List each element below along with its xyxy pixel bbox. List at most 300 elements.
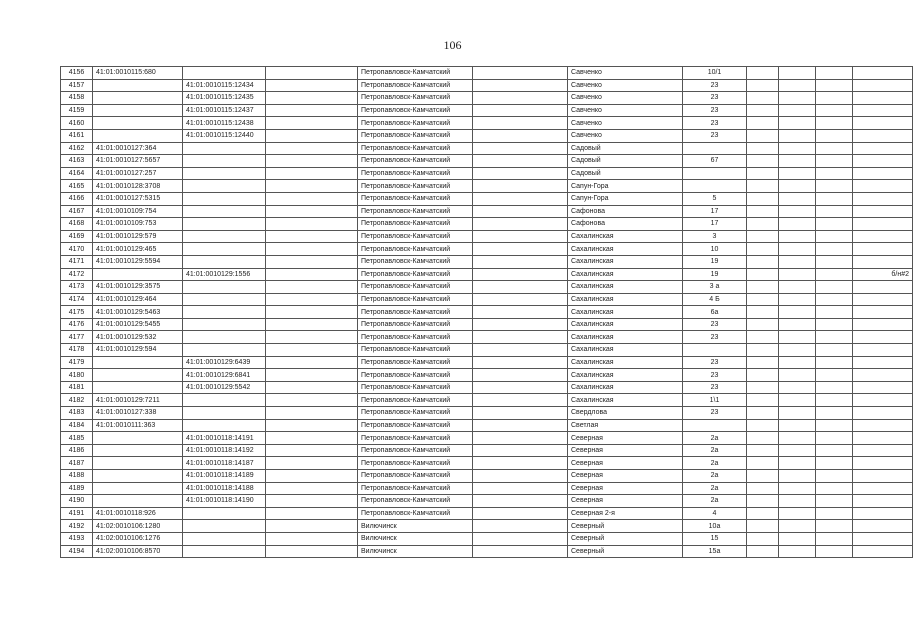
cadastral-number-alt-cell: 41:01:0010129:1556 [183, 268, 266, 281]
row-number-cell: 4193 [61, 532, 93, 545]
table-row [61, 356, 913, 369]
cadastral-number-cell [93, 104, 183, 117]
empty-cell [816, 205, 853, 218]
empty-cell [266, 344, 358, 357]
city-cell: Петропавловск-Камчатский [358, 281, 473, 294]
cadastral-number-alt-cell: 41:01:0010118:14188 [183, 482, 266, 495]
cadastral-number-cell [93, 369, 183, 382]
street-cell: Светлая [568, 419, 683, 432]
city-cell: Петропавловск-Камчатский [358, 381, 473, 394]
empty-cell [473, 230, 568, 243]
table-row [61, 470, 913, 483]
empty-cell [816, 243, 853, 256]
empty-cell [747, 306, 779, 319]
house-number-cell: 2а [683, 482, 747, 495]
table-row [61, 344, 913, 357]
cadastral-number-cell: 41:02:0010106:1276 [93, 532, 183, 545]
row-number-cell: 4176 [61, 318, 93, 331]
city-cell: Вилючинск [358, 545, 473, 558]
street-cell: Садовый [568, 167, 683, 180]
empty-cell [779, 331, 816, 344]
note-cell [853, 129, 913, 142]
empty-cell [747, 205, 779, 218]
cadastral-number-cell: 41:02:0010106:1280 [93, 520, 183, 533]
empty-cell [473, 243, 568, 256]
empty-cell [266, 205, 358, 218]
empty-cell [266, 381, 358, 394]
table-row [61, 255, 913, 268]
cadastral-number-cell [93, 495, 183, 508]
empty-cell [779, 104, 816, 117]
empty-cell [266, 318, 358, 331]
empty-cell [473, 281, 568, 294]
house-number-cell [683, 142, 747, 155]
row-number-cell: 4165 [61, 180, 93, 193]
note-cell [853, 205, 913, 218]
house-number-cell: 23 [683, 331, 747, 344]
city-cell: Петропавловск-Камчатский [358, 306, 473, 319]
cadastral-number-alt-cell [183, 155, 266, 168]
row-number-cell: 4166 [61, 192, 93, 205]
cadastral-number-alt-cell: 41:01:0010115:12437 [183, 104, 266, 117]
city-cell: Петропавловск-Камчатский [358, 457, 473, 470]
row-number-cell: 4178 [61, 344, 93, 357]
empty-cell [779, 495, 816, 508]
house-number-cell: 19 [683, 268, 747, 281]
cadastral-number-cell: 41:01:0010129:5594 [93, 255, 183, 268]
house-number-cell: 23 [683, 318, 747, 331]
city-cell: Петропавловск-Камчатский [358, 495, 473, 508]
row-number-cell: 4191 [61, 507, 93, 520]
row-number-cell: 4183 [61, 407, 93, 420]
empty-cell [779, 129, 816, 142]
empty-cell [816, 356, 853, 369]
row-number-cell: 4174 [61, 293, 93, 306]
empty-cell [747, 331, 779, 344]
empty-cell [473, 67, 568, 80]
empty-cell [816, 192, 853, 205]
empty-cell [779, 268, 816, 281]
empty-cell [473, 293, 568, 306]
empty-cell [747, 545, 779, 558]
empty-cell [747, 218, 779, 231]
empty-cell [816, 92, 853, 105]
table-row [61, 507, 913, 520]
table-row [61, 79, 913, 92]
empty-cell [266, 306, 358, 319]
empty-cell [266, 470, 358, 483]
cadastral-number-alt-cell [183, 532, 266, 545]
row-number-cell: 4157 [61, 79, 93, 92]
table-row [61, 419, 913, 432]
table-row [61, 457, 913, 470]
row-number-cell: 4192 [61, 520, 93, 533]
cadastral-number-cell [93, 381, 183, 394]
empty-cell [266, 92, 358, 105]
note-cell [853, 67, 913, 80]
street-cell: Северная 2-я [568, 507, 683, 520]
empty-cell [816, 230, 853, 243]
row-number-cell: 4158 [61, 92, 93, 105]
street-cell: Сахалинская [568, 268, 683, 281]
empty-cell [473, 167, 568, 180]
empty-cell [816, 306, 853, 319]
note-cell [853, 532, 913, 545]
empty-cell [816, 281, 853, 294]
empty-cell [816, 520, 853, 533]
cadastral-number-alt-cell [183, 331, 266, 344]
cadastral-number-alt-cell [183, 507, 266, 520]
empty-cell [779, 205, 816, 218]
table-row [61, 92, 913, 105]
empty-cell [779, 381, 816, 394]
empty-cell [816, 419, 853, 432]
cadastral-number-cell: 41:01:0010128:3708 [93, 180, 183, 193]
cadastral-number-cell [93, 470, 183, 483]
street-cell: Сахалинская [568, 230, 683, 243]
row-number-cell: 4171 [61, 255, 93, 268]
table-row [61, 331, 913, 344]
empty-cell [747, 482, 779, 495]
house-number-cell: 15а [683, 545, 747, 558]
cadastral-number-cell: 41:01:0010129:594 [93, 344, 183, 357]
city-cell: Петропавловск-Камчатский [358, 369, 473, 382]
empty-cell [779, 432, 816, 445]
empty-cell [473, 92, 568, 105]
empty-cell [473, 218, 568, 231]
note-cell [853, 180, 913, 193]
city-cell: Петропавловск-Камчатский [358, 444, 473, 457]
table-row [61, 381, 913, 394]
cadastral-number-cell [93, 482, 183, 495]
empty-cell [473, 104, 568, 117]
empty-cell [747, 192, 779, 205]
street-cell: Свердлова [568, 407, 683, 420]
cadastral-number-alt-cell: 41:01:0010118:14192 [183, 444, 266, 457]
house-number-cell: 2а [683, 457, 747, 470]
empty-cell [747, 243, 779, 256]
note-cell [853, 419, 913, 432]
empty-cell [473, 507, 568, 520]
house-number-cell: 17 [683, 218, 747, 231]
empty-cell [266, 129, 358, 142]
table-row [61, 495, 913, 508]
city-cell: Петропавловск-Камчатский [358, 344, 473, 357]
table-row [61, 205, 913, 218]
cadastral-number-cell: 41:01:0010109:754 [93, 205, 183, 218]
empty-cell [473, 394, 568, 407]
empty-cell [779, 507, 816, 520]
street-cell: Сапун-Гора [568, 192, 683, 205]
table-row [61, 129, 913, 142]
empty-cell [816, 129, 853, 142]
empty-cell [747, 155, 779, 168]
city-cell: Петропавловск-Камчатский [358, 129, 473, 142]
street-cell: Сахалинская [568, 344, 683, 357]
note-cell [853, 318, 913, 331]
cadastral-number-alt-cell [183, 545, 266, 558]
empty-cell [779, 218, 816, 231]
empty-cell [816, 180, 853, 193]
empty-cell [779, 457, 816, 470]
house-number-cell: 3 а [683, 281, 747, 294]
house-number-cell: 10/1 [683, 67, 747, 80]
cadastral-number-cell: 41:01:0010127:364 [93, 142, 183, 155]
empty-cell [779, 180, 816, 193]
cadastral-number-cell: 41:01:0010129:465 [93, 243, 183, 256]
street-cell: Садовый [568, 155, 683, 168]
city-cell: Петропавловск-Камчатский [358, 155, 473, 168]
row-number-cell: 4163 [61, 155, 93, 168]
table-row [61, 532, 913, 545]
empty-cell [266, 142, 358, 155]
cadastral-number-alt-cell [183, 243, 266, 256]
table-row [61, 155, 913, 168]
cadastral-number-cell [93, 79, 183, 92]
empty-cell [266, 230, 358, 243]
empty-cell [816, 495, 853, 508]
street-cell: Сапун-Гора [568, 180, 683, 193]
row-number-cell: 4187 [61, 457, 93, 470]
city-cell: Петропавловск-Камчатский [358, 482, 473, 495]
city-cell: Петропавловск-Камчатский [358, 117, 473, 130]
registry-table [60, 66, 913, 558]
cadastral-number-alt-cell: 41:01:0010118:14191 [183, 432, 266, 445]
empty-cell [473, 407, 568, 420]
empty-cell [747, 520, 779, 533]
row-number-cell: 4189 [61, 482, 93, 495]
street-cell: Сахалинская [568, 255, 683, 268]
house-number-cell: 17 [683, 205, 747, 218]
empty-cell [779, 419, 816, 432]
row-number-cell: 4180 [61, 369, 93, 382]
table-row [61, 142, 913, 155]
note-cell [853, 482, 913, 495]
street-cell: Савченко [568, 117, 683, 130]
empty-cell [816, 545, 853, 558]
cadastral-number-alt-cell [183, 344, 266, 357]
house-number-cell: 23 [683, 79, 747, 92]
cadastral-number-cell: 41:01:0010127:257 [93, 167, 183, 180]
cadastral-number-alt-cell [183, 520, 266, 533]
table-row [61, 192, 913, 205]
empty-cell [779, 117, 816, 130]
cadastral-number-alt-cell [183, 255, 266, 268]
empty-cell [816, 218, 853, 231]
street-cell: Сахалинская [568, 394, 683, 407]
empty-cell [779, 155, 816, 168]
empty-cell [747, 167, 779, 180]
empty-cell [747, 444, 779, 457]
empty-cell [779, 344, 816, 357]
empty-cell [779, 306, 816, 319]
cadastral-number-alt-cell [183, 293, 266, 306]
empty-cell [816, 381, 853, 394]
empty-cell [473, 444, 568, 457]
house-number-cell: 23 [683, 381, 747, 394]
empty-cell [816, 142, 853, 155]
empty-cell [473, 482, 568, 495]
empty-cell [779, 356, 816, 369]
house-number-cell: 4 Б [683, 293, 747, 306]
house-number-cell: 2а [683, 495, 747, 508]
empty-cell [816, 167, 853, 180]
table-row [61, 407, 913, 420]
city-cell: Петропавловск-Камчатский [358, 230, 473, 243]
empty-cell [473, 495, 568, 508]
table-row [61, 167, 913, 180]
cadastral-number-cell [93, 356, 183, 369]
empty-cell [816, 318, 853, 331]
cadastral-number-alt-cell: 41:01:0010115:12434 [183, 79, 266, 92]
cadastral-number-cell: 41:01:0010109:753 [93, 218, 183, 231]
empty-cell [473, 117, 568, 130]
empty-cell [779, 230, 816, 243]
note-cell [853, 407, 913, 420]
empty-cell [779, 532, 816, 545]
street-cell: Северная [568, 444, 683, 457]
empty-cell [473, 419, 568, 432]
street-cell: Сафонова [568, 205, 683, 218]
empty-cell [816, 255, 853, 268]
empty-cell [779, 255, 816, 268]
street-cell: Савченко [568, 79, 683, 92]
cadastral-number-alt-cell: 41:01:0010115:12440 [183, 129, 266, 142]
row-number-cell: 4169 [61, 230, 93, 243]
empty-cell [747, 281, 779, 294]
table-row [61, 369, 913, 382]
empty-cell [473, 457, 568, 470]
city-cell: Петропавловск-Камчатский [358, 268, 473, 281]
cadastral-number-alt-cell: 41:01:0010118:14190 [183, 495, 266, 508]
street-cell: Савченко [568, 92, 683, 105]
street-cell: Северная [568, 495, 683, 508]
city-cell: Петропавловск-Камчатский [358, 394, 473, 407]
empty-cell [747, 507, 779, 520]
empty-cell [266, 243, 358, 256]
street-cell: Северный [568, 532, 683, 545]
cadastral-number-alt-cell [183, 394, 266, 407]
house-number-cell: 5 [683, 192, 747, 205]
empty-cell [816, 394, 853, 407]
page-number: 106 [443, 38, 462, 52]
table-row [61, 432, 913, 445]
note-cell [853, 344, 913, 357]
table-row [61, 67, 913, 80]
cadastral-number-alt-cell: 41:01:0010115:12438 [183, 117, 266, 130]
empty-cell [266, 419, 358, 432]
empty-cell [816, 432, 853, 445]
street-cell: Северный [568, 520, 683, 533]
empty-cell [473, 205, 568, 218]
street-cell: Савченко [568, 104, 683, 117]
cadastral-number-cell: 41:01:0010127:5315 [93, 192, 183, 205]
street-cell: Сахалинская [568, 293, 683, 306]
empty-cell [266, 444, 358, 457]
street-cell: Северная [568, 457, 683, 470]
house-number-cell: 2а [683, 444, 747, 457]
empty-cell [473, 180, 568, 193]
cadastral-number-alt-cell [183, 407, 266, 420]
empty-cell [816, 369, 853, 382]
empty-cell [779, 369, 816, 382]
note-cell [853, 255, 913, 268]
note-cell [853, 243, 913, 256]
empty-cell [816, 444, 853, 457]
row-number-cell: 4167 [61, 205, 93, 218]
cadastral-number-cell: 41:01:0010129:532 [93, 331, 183, 344]
street-cell: Сахалинская [568, 243, 683, 256]
note-cell [853, 495, 913, 508]
table-row [61, 281, 913, 294]
row-number-cell: 4168 [61, 218, 93, 231]
table-body [61, 67, 913, 558]
empty-cell [816, 155, 853, 168]
empty-cell [779, 281, 816, 294]
city-cell: Петропавловск-Камчатский [358, 192, 473, 205]
cadastral-number-alt-cell [183, 218, 266, 231]
empty-cell [266, 482, 358, 495]
house-number-cell [683, 419, 747, 432]
street-cell: Северный [568, 545, 683, 558]
note-cell [853, 155, 913, 168]
street-cell: Северная [568, 432, 683, 445]
empty-cell [266, 268, 358, 281]
table-row [61, 520, 913, 533]
empty-cell [747, 356, 779, 369]
city-cell: Петропавловск-Камчатский [358, 167, 473, 180]
city-cell: Петропавловск-Камчатский [358, 331, 473, 344]
cadastral-number-cell: 41:01:0010115:680 [93, 67, 183, 80]
row-number-cell: 4173 [61, 281, 93, 294]
house-number-cell: 2а [683, 432, 747, 445]
cadastral-number-cell: 41:01:0010129:5455 [93, 318, 183, 331]
empty-cell [747, 457, 779, 470]
empty-cell [816, 457, 853, 470]
empty-cell [747, 495, 779, 508]
empty-cell [266, 495, 358, 508]
note-cell [853, 545, 913, 558]
empty-cell [266, 104, 358, 117]
row-number-cell: 4182 [61, 394, 93, 407]
row-number-cell: 4162 [61, 142, 93, 155]
street-cell: Сахалинская [568, 318, 683, 331]
empty-cell [473, 155, 568, 168]
empty-cell [816, 117, 853, 130]
row-number-cell: 4172 [61, 268, 93, 281]
empty-cell [747, 67, 779, 80]
cadastral-number-cell: 41:01:0010129:5463 [93, 306, 183, 319]
street-cell: Сахалинская [568, 306, 683, 319]
row-number-cell: 4184 [61, 419, 93, 432]
empty-cell [747, 293, 779, 306]
house-number-cell [683, 344, 747, 357]
house-number-cell: 23 [683, 117, 747, 130]
note-cell [853, 79, 913, 92]
cadastral-number-alt-cell [183, 67, 266, 80]
empty-cell [816, 67, 853, 80]
house-number-cell: 4 [683, 507, 747, 520]
city-cell: Петропавловск-Камчатский [358, 67, 473, 80]
table-row [61, 104, 913, 117]
empty-cell [747, 142, 779, 155]
empty-cell [747, 129, 779, 142]
table-row [61, 545, 913, 558]
street-cell: Садовый [568, 142, 683, 155]
row-number-cell: 4164 [61, 167, 93, 180]
empty-cell [779, 318, 816, 331]
street-cell: Сахалинская [568, 356, 683, 369]
